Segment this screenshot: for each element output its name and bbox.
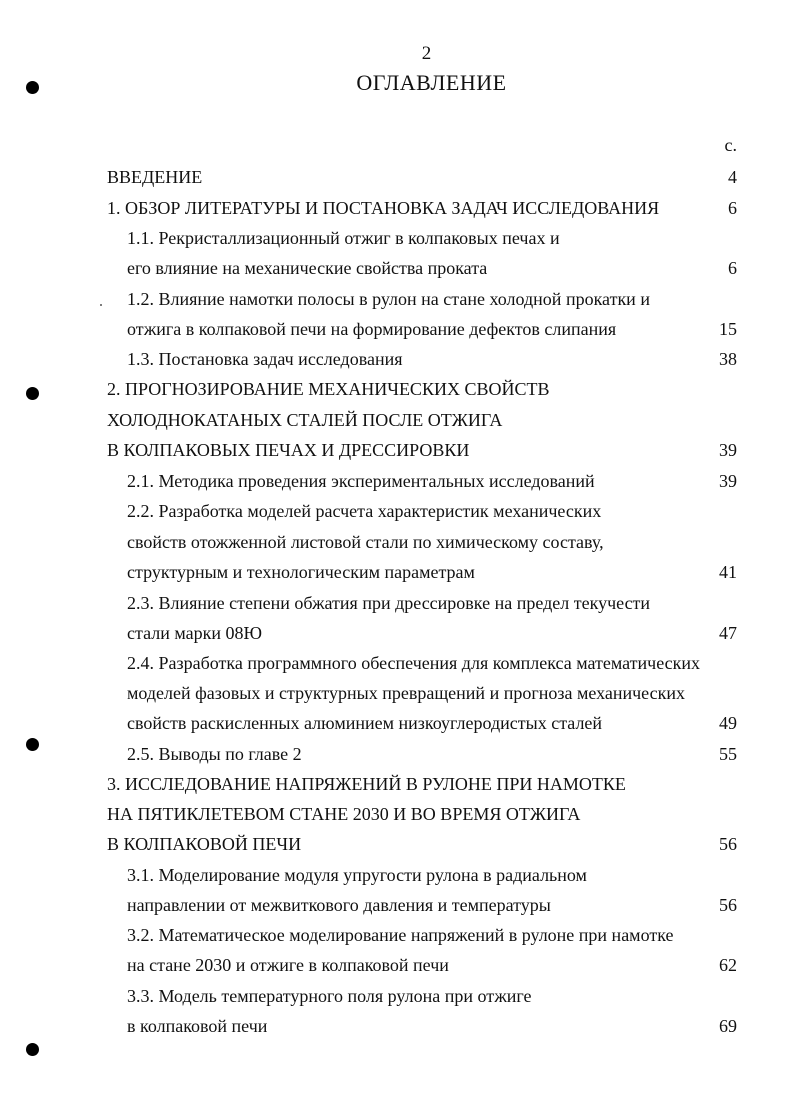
- toc-entry-text: 3. ИССЛЕДОВАНИЕ НАПРЯЖЕНИЙ В РУЛОНЕ ПРИ НАМОТКЕ: [107, 774, 626, 794]
- toc-entry-page: 62: [719, 955, 737, 975]
- toc-entry: [127, 648, 737, 678]
- toc-entry-text: ХОЛОДНОКАТАНЫХ СТАЛЕЙ ПОСЛЕ ОТЖИГА: [107, 410, 503, 430]
- toc-entry: [127, 557, 737, 587]
- toc-entry: [107, 769, 737, 799]
- toc-entry-page: 69: [719, 1016, 737, 1036]
- toc-entry: [127, 284, 737, 314]
- toc-entry-text: 1.1. Рекристаллизационный отжиг в колпаковых печах и: [127, 228, 560, 248]
- page-title: ОГЛАВЛЕНИЕ: [356, 70, 507, 95]
- toc-entry-text: 2.1. Методика проведения экспериментальных исследований: [127, 471, 595, 491]
- toc-entry-text: В КОЛПАКОВОЙ ПЕЧИ: [107, 834, 302, 854]
- scan-speck: [100, 304, 102, 306]
- toc-entry-page: 39: [719, 471, 737, 491]
- toc-entry: [127, 527, 737, 557]
- toc-entry: [127, 950, 737, 980]
- toc-entry-text: НА ПЯТИКЛЕТЕВОМ СТАНЕ 2030 И ВО ВРЕМЯ ОТЖИГА: [107, 804, 581, 824]
- toc-entry-text: свойств отожженной листовой стали по химическому составу,: [127, 532, 604, 552]
- binder-hole-3: [26, 738, 39, 751]
- toc-entry: [127, 588, 737, 618]
- toc-entry-text: отжига в колпаковой печи на формирование дефектов слипания: [127, 319, 617, 339]
- toc-entry-page: 4: [728, 167, 737, 187]
- toc-entry: [127, 223, 737, 253]
- toc-entry-page: 6: [728, 198, 737, 218]
- toc-entry-text: стали марки 08Ю: [127, 623, 262, 643]
- toc-entry: [127, 496, 737, 526]
- toc-entry-page: 41: [719, 562, 737, 582]
- toc-entry: [127, 739, 737, 769]
- toc-entry-page: 39: [719, 440, 737, 460]
- toc-entry-page: 56: [719, 895, 737, 915]
- toc-entry-text: его влияние на механические свойства проката: [127, 258, 488, 278]
- toc-entry-text: 3.2. Математическое моделирование напряжений в рулоне при намотке: [127, 925, 674, 945]
- toc-entry: [107, 193, 737, 223]
- toc-entry: [107, 374, 737, 404]
- toc-entry: [107, 162, 737, 192]
- toc-entry: [127, 920, 737, 950]
- toc-entry-text: 1.2. Влияние намотки полосы в рулон на стане холодной прокатки и: [127, 289, 650, 309]
- toc-entry-text: ВВЕДЕНИЕ: [107, 167, 203, 187]
- toc-entry-page: 55: [719, 744, 737, 764]
- toc-entry-text: на стане 2030 и отжиге в колпаковой печи: [127, 955, 449, 975]
- binder-hole-2: [26, 387, 39, 400]
- toc-entry-page: 47: [719, 623, 737, 643]
- toc-entry: [127, 678, 737, 708]
- binder-hole-4: [26, 1043, 39, 1056]
- toc-entry-page: 15: [719, 319, 737, 339]
- toc-entry: [127, 253, 737, 283]
- page-column-label: с.: [724, 135, 737, 155]
- toc-entry-text: 3.3. Модель температурного поля рулона при отжиге: [127, 986, 532, 1006]
- toc-entry: [127, 890, 737, 920]
- toc-entry-page: 56: [719, 834, 737, 854]
- toc-entry-text: 3.1. Моделирование модуля упругости рулона в радиальном: [127, 865, 587, 885]
- toc-entry-text: моделей фазовых и структурных превращений и прогноза механических: [127, 683, 685, 703]
- toc-entry: [127, 708, 737, 738]
- toc-entry-page: 6: [728, 258, 737, 278]
- page-number: 2: [421, 43, 432, 64]
- toc-entry: [127, 860, 737, 890]
- toc-entry: [127, 981, 737, 1011]
- toc-entry: [107, 435, 737, 465]
- toc-entry: [107, 799, 737, 829]
- toc-entry-text: 2. ПРОГНОЗИРОВАНИЕ МЕХАНИЧЕСКИХ СВОЙСТВ: [107, 379, 550, 399]
- toc-entry-text: в колпаковой печи: [127, 1016, 268, 1036]
- toc-entry: [127, 314, 737, 344]
- toc-entry: [107, 829, 737, 859]
- toc-entry: [107, 405, 737, 435]
- toc-entry-text: свойств раскисленных алюминием низкоуглеродистых сталей: [127, 713, 603, 733]
- toc-entry-text: В КОЛПАКОВЫХ ПЕЧАХ И ДРЕССИРОВКИ: [107, 440, 470, 460]
- toc-entry: [127, 466, 737, 496]
- toc-entry-text: направлении от межвиткового давления и температуры: [127, 895, 551, 915]
- toc-entry-page: 38: [719, 349, 737, 369]
- toc-entry-text: структурным и технологическим параметрам: [127, 562, 475, 582]
- toc-entry-text: 2.4. Разработка программного обеспечения для комплекса математических: [127, 653, 701, 673]
- toc-entry-text: 2.3. Влияние степени обжатия при дрессировке на предел текучести: [127, 593, 651, 613]
- toc-entry: [127, 1011, 737, 1041]
- toc-entry: [127, 618, 737, 648]
- toc-entry-text: 2.2. Разработка моделей расчета характеристик механических: [127, 501, 602, 521]
- toc-entry-text: 1.3. Постановка задач исследования: [127, 349, 403, 369]
- toc-entry-text: 2.5. Выводы по главе 2: [127, 744, 302, 764]
- toc-entry: [127, 344, 737, 374]
- toc-entry-page: 49: [719, 713, 737, 733]
- toc-entry-text: 1. ОБЗОР ЛИТЕРАТУРЫ И ПОСТАНОВКА ЗАДАЧ ИССЛЕДОВАНИЯ: [107, 198, 660, 218]
